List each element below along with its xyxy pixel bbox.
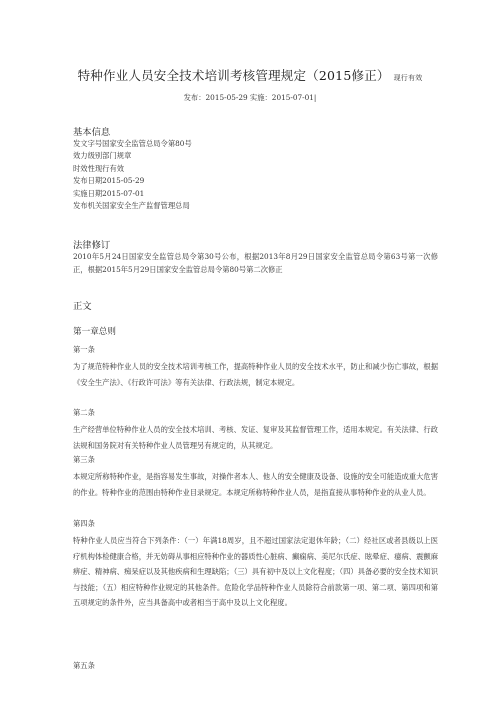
revision-heading: 法律修订 (73, 240, 111, 251)
article-text: 特种作业人员应当符合下列条件：（一）年满18周岁，且不超过国家法定退休年龄；（二）经社区或者县级以上医疗机构体检健康合格，并无妨碍从事相应特种作业的器质性心脏病、癫痫病、美尼尔氏症、眩晕症、癔病、震颤麻痹症、精神病、痴呆症以及其他疾病和生理缺陷；（三）具有初中及以上文化程度；（四）具备必要的安全技术知识与技能；（五）相应特种作业规定的其他条件。危险化学品特种作业人员除符合前款第一项、第二项、第四项和第五项规定的条件外，应当具备高中或者相当于高中及以上文化程度。 (73, 536, 438, 608)
document-title (0, 66, 500, 84)
basic-info-row: 时效性现行有效 (73, 163, 125, 173)
basic-info-row: 效力级别部门规章 (73, 151, 132, 161)
title-text: 特种作业人员安全技术培训考核管理规定（2015修正） (77, 68, 390, 83)
revision-text: 2010年5月24日国家安全监管总局令第30号公布，根据2013年8月29日国家安全监管总局令第63号第一次修正，根据2015年5月29日国家安全监管总局令第80号第二次修正 (73, 252, 438, 274)
basic-info-row: 实施日期2015-07-01 (73, 188, 145, 198)
chapter-title: 第一章总则 (73, 327, 116, 337)
article-title: 第五条 (73, 661, 95, 670)
article-text: 为了规范特种作业人员的安全技术培训考核工作，提高特种作业人员的安全技术水平，防止和减少伤亡事故，根据《安全生产法》、《行政许可法》等有关法律、行政法规，制定本规定。 (73, 362, 438, 387)
article-title: 第四条 (73, 519, 95, 528)
publish-info: 发布：2015-05-29 实施：2015-07-01| (183, 93, 317, 102)
basic-info-row: 发布日期2015-05-29 (73, 176, 145, 186)
article-text: 本规定所称特种作业，是指容易发生事故，对操作者本人、他人的安全健康及设备、设施的安全可能造成重大危害的作业。特种作业的范围由特种作业目录规定。本规定所称特种作业人员，是指直接从事特种作业的从业人员。 (73, 472, 438, 497)
body-heading: 正文 (73, 301, 92, 312)
basic-info-heading: 基本信息 (73, 127, 111, 138)
article-title: 第三条 (73, 455, 95, 464)
status-label: 现行有效 (393, 74, 423, 82)
basic-info-row: 发文字号国家安全监管总局令第80号 (73, 139, 192, 148)
basic-info-row: 发布机关国家安全生产监督管理总局 (73, 201, 190, 211)
article-title: 第二条 (73, 408, 95, 417)
article-title: 第一条 (73, 345, 95, 354)
basic-info-list (73, 138, 433, 212)
article-text: 生产经营单位特种作业人员的安全技术培训、考核、发证、复审及其监督管理工作，适用本规定。有关法律、行政法规和国务院对有关特种作业人员管理另有规定的，从其规定。 (73, 425, 438, 450)
